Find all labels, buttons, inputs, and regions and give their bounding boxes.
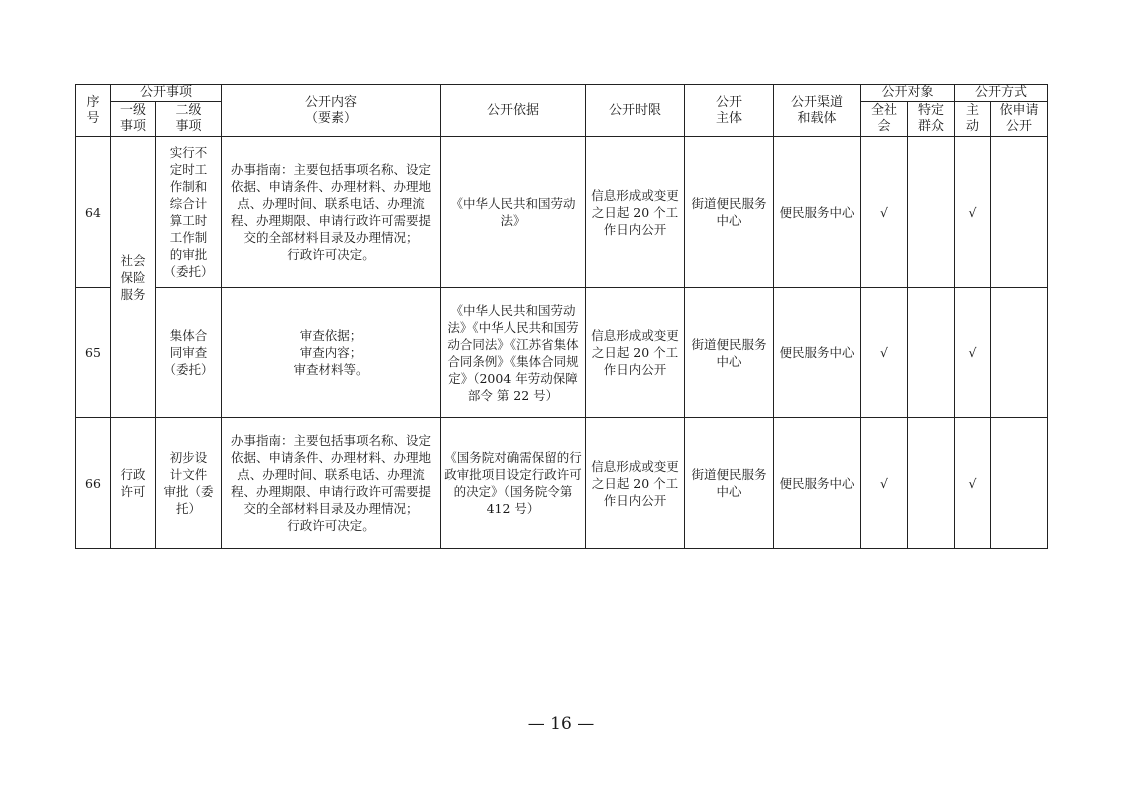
row-level2: 实行不 定时工 作制和 综合计 算工时 工作制 的审批 （委托） (156, 137, 222, 288)
row-level2: 集体合 同审查 （委托） (156, 288, 222, 418)
header-level2: 二级 事项 (156, 102, 222, 137)
row-method-active-check: √ (955, 288, 991, 418)
row-subject: 街道便民服务中心 (685, 288, 774, 418)
header-method: 公开方式 (955, 85, 1048, 102)
content-main: 办事指南：主要包括事项名称、设定依据、申请条件、办理材料、办理地点、办理时间、联系电话、办理流程、办理期限、申请行政许可需要提交的全部材料目录及办理情况； (231, 433, 432, 516)
header-channel: 公开渠道 和载体 (774, 85, 861, 137)
header-time-limit: 公开时限 (586, 85, 685, 137)
header-method-active: 主 动 (955, 102, 991, 137)
row-subject: 街道便民服务中心 (685, 137, 774, 288)
row-channel: 便民服务中心 (774, 288, 861, 418)
row-audience-all-check: √ (861, 418, 908, 549)
header-level1: 一级 事项 (111, 102, 156, 137)
header-audience: 公开对象 (861, 85, 955, 102)
row-content (222, 137, 441, 288)
content-tail: 行政许可决定。 (287, 247, 375, 262)
row-basis: 《中华人民共和国劳动法》 (441, 137, 586, 288)
page-number: — 16 — (527, 714, 595, 734)
table-row (76, 418, 1048, 549)
row-basis: 《国务院对确需保留的行政审批项目设定行政许可的决定》（国务院令第 412 号） (441, 418, 586, 549)
row-time-limit: 信息形成或变更之日起 20 个工作日内公开 (586, 418, 685, 549)
row-audience-all-check: √ (861, 137, 908, 288)
row-content (222, 418, 441, 549)
content-main: 办事指南：主要包括事项名称、设定依据、申请条件、办理材料、办理地点、办理时间、联系电话、办理流程、办理期限、申请行政许可需要提交的全部材料目录及办理情况； (231, 162, 432, 245)
row-audience-specific-check (908, 137, 955, 288)
row-method-request-check (991, 137, 1048, 288)
row-time-limit: 信息形成或变更之日起 20 个工作日内公开 (586, 137, 685, 288)
row-level1-merged: 社会 保险 服务 (111, 137, 156, 418)
header-seq: 序 号 (76, 85, 111, 137)
header-subject: 公开 主体 (685, 85, 774, 137)
row-time-limit: 信息形成或变更之日起 20 个工作日内公开 (586, 288, 685, 418)
header-method-request: 依申请 公开 (991, 102, 1048, 137)
row-channel: 便民服务中心 (774, 137, 861, 288)
row-method-active-check: √ (955, 418, 991, 549)
row-method-request-check (991, 288, 1048, 418)
header-audience-all: 全社 会 (861, 102, 908, 137)
row-method-active-check: √ (955, 137, 991, 288)
row-level1: 行政 许可 (111, 418, 156, 549)
row-seq: 65 (76, 288, 111, 418)
table-row (76, 288, 1048, 418)
row-content: 审查依据； 审查内容； 审查材料等。 (222, 288, 441, 418)
row-audience-specific-check (908, 288, 955, 418)
row-subject: 街道便民服务中心 (685, 418, 774, 549)
row-audience-all-check: √ (861, 288, 908, 418)
row-basis: 《中华人民共和国劳动法》《中华人民共和国劳动合同法》《江苏省集体合同条例》《集体合同规定》（2004 年劳动保障部令 第 22 号） (441, 288, 586, 418)
row-method-request-check (991, 418, 1048, 549)
content-tail: 行政许可决定。 (287, 518, 375, 533)
row-level2: 初步设 计文件 审批（委 托） (156, 418, 222, 549)
table-row (76, 137, 1048, 288)
header-content: 公开内容 （要素） (222, 85, 441, 137)
row-seq: 66 (76, 418, 111, 549)
header-items: 公开事项 (111, 85, 222, 102)
header-audience-specific: 特定 群众 (908, 102, 955, 137)
row-channel: 便民服务中心 (774, 418, 861, 549)
row-audience-specific-check (908, 418, 955, 549)
table-header (76, 85, 1048, 137)
row-seq: 64 (76, 137, 111, 288)
header-basis: 公开依据 (441, 85, 586, 137)
disclosure-table (75, 84, 1048, 549)
